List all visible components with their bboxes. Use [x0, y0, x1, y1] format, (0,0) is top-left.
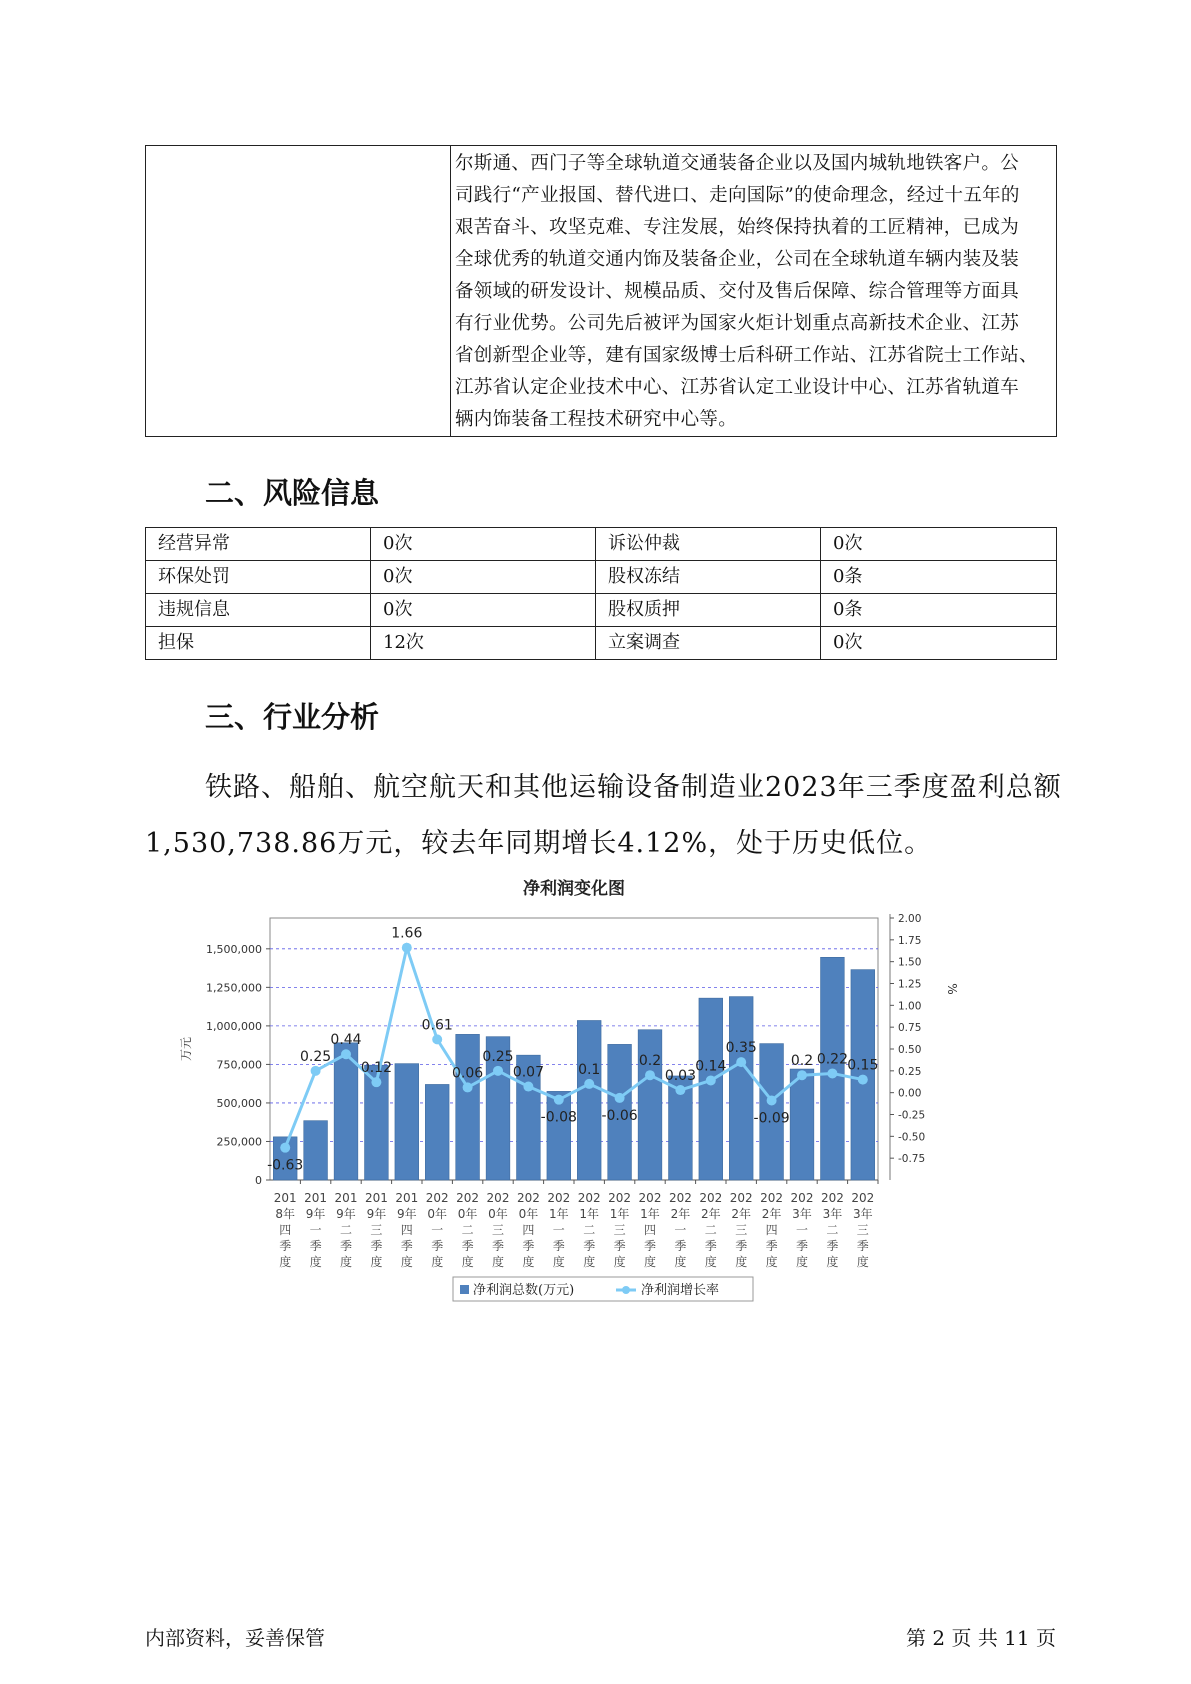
x-tick-label: 0年	[518, 1207, 539, 1221]
x-tick-label: 度	[613, 1255, 626, 1269]
intro-text	[451, 146, 1056, 436]
risk-value: 12次	[371, 627, 596, 660]
x-tick-label: 季	[339, 1239, 353, 1253]
x-tick-label: 度	[795, 1255, 809, 1269]
x-tick-label: 三	[613, 1223, 626, 1237]
x-tick-label: 一	[795, 1223, 809, 1237]
risk-label: 立案调查	[596, 627, 821, 660]
intro-line: 备领域的研发设计、规模品质、交付及售后保障、综合管理等方面具	[455, 281, 1020, 302]
x-tick-label: 三	[370, 1223, 383, 1237]
risk-info-table	[145, 527, 1057, 660]
legend-bar-label: 净利润总数(万元)	[473, 1283, 575, 1298]
risk-value: 0次	[371, 594, 596, 627]
x-tick-label: 202	[547, 1191, 571, 1205]
growth-rate-label: 0.35	[725, 1040, 757, 1057]
growth-rate-point	[645, 1070, 655, 1080]
y-tick-label: 0	[255, 1174, 262, 1187]
y2-tick-label: -0.50	[898, 1131, 926, 1144]
y-tick-label: 500,000	[216, 1096, 262, 1110]
x-tick-label: 二	[461, 1223, 474, 1237]
x-tick-label: 202	[608, 1191, 632, 1205]
x-tick-label: 202	[729, 1191, 753, 1205]
x-tick-label: 2年	[761, 1207, 782, 1221]
analysis-line: 铁路、船舶、航空航天和其他运输设备制造业2023年三季度盈利总额	[205, 772, 1062, 803]
x-tick-label: 三	[491, 1223, 505, 1237]
y2-tick-label: 1.50	[898, 956, 922, 969]
legend-line-marker	[622, 1286, 630, 1294]
intro-line: 艰苦奋斗、攻坚克难、专注发展，始终保持执着的工匠精神，已成为	[455, 217, 1020, 238]
growth-rate-point	[341, 1049, 351, 1059]
risk-label: 环保处罚	[146, 561, 371, 594]
y-tick-label: 1,000,000	[206, 1019, 262, 1033]
growth-rate-label: 0.2	[790, 1053, 814, 1070]
growth-rate-label: 0.25	[482, 1048, 514, 1065]
growth-rate-label: 0.07	[512, 1064, 544, 1081]
x-tick-label: 季	[735, 1239, 748, 1253]
x-tick-label: 度	[461, 1255, 474, 1269]
risk-label: 担保	[146, 627, 371, 660]
growth-rate-point	[463, 1082, 473, 1092]
x-tick-label: 季	[309, 1239, 322, 1253]
y2-tick-label: -0.75	[898, 1153, 926, 1166]
risk-label: 股权冻结	[596, 561, 821, 594]
risk-value: 0次	[371, 561, 596, 594]
section-title-risk: 二、风险信息	[205, 476, 380, 510]
x-tick-label: 四	[522, 1223, 535, 1237]
x-tick-label: 201	[273, 1191, 297, 1205]
x-tick-label: 9年	[305, 1207, 326, 1221]
x-tick-label: 四	[400, 1223, 413, 1237]
x-tick-label: 季	[491, 1239, 505, 1253]
x-tick-label: 3年	[852, 1207, 873, 1221]
x-tick-label: 度	[491, 1255, 505, 1269]
x-tick-label: 201	[364, 1191, 388, 1205]
y2-tick-label: 0.25	[898, 1065, 922, 1078]
x-tick-label: 201	[334, 1191, 358, 1205]
chart-svg	[175, 870, 959, 1330]
x-tick-label: 202	[577, 1191, 601, 1205]
x-tick-label: 季	[552, 1239, 565, 1253]
growth-rate-point	[858, 1075, 868, 1085]
risk-value: 0次	[821, 528, 1057, 561]
x-tick-label: 二	[339, 1223, 353, 1237]
growth-rate-label: 0.22	[816, 1051, 848, 1068]
x-tick-label: 三	[856, 1223, 869, 1237]
x-tick-label: 202	[486, 1191, 510, 1205]
risk-label: 经营异常	[146, 528, 371, 561]
x-tick-label: 季	[522, 1239, 535, 1253]
x-tick-label: 度	[279, 1255, 292, 1269]
growth-rate-point	[706, 1075, 716, 1085]
x-tick-label: 202	[820, 1191, 844, 1205]
x-tick-label: 一	[674, 1223, 687, 1237]
intro-line: 尔斯通、西门子等全球轨道交通装备企业以及国内城轨地铁客户。公	[455, 153, 1020, 174]
bar	[577, 1020, 601, 1180]
bar	[729, 997, 753, 1180]
y2-tick-label: 0.00	[898, 1087, 922, 1100]
y-tick-label: 1,500,000	[206, 942, 262, 956]
bar	[395, 1064, 419, 1180]
x-tick-label: 季	[704, 1239, 717, 1253]
y-tick-label: 750,000	[216, 1058, 262, 1072]
x-tick-label: 一	[431, 1223, 444, 1237]
growth-rate-point	[371, 1077, 381, 1087]
x-tick-label: 度	[643, 1255, 657, 1269]
intro-label-cell	[146, 146, 451, 437]
x-tick-label: 202	[851, 1191, 875, 1205]
legend-bar-swatch	[460, 1285, 469, 1294]
growth-rate-point	[402, 943, 412, 953]
y-tick-label: 1,250,000	[206, 981, 262, 995]
x-tick-label: 9年	[336, 1207, 356, 1221]
risk-value: 0条	[821, 594, 1057, 627]
x-tick-label: 2年	[700, 1207, 721, 1221]
bar	[456, 1034, 480, 1180]
x-tick-label: 三	[735, 1223, 748, 1237]
risk-label: 诉讼仲裁	[596, 528, 821, 561]
table-row	[146, 528, 1057, 561]
bar	[425, 1084, 449, 1180]
y2-tick-label: 0.50	[898, 1044, 922, 1056]
x-tick-label: 二	[704, 1223, 717, 1237]
risk-label: 违规信息	[146, 594, 371, 627]
company-intro-table	[145, 145, 1057, 437]
x-tick-label: 季	[461, 1239, 474, 1253]
x-tick-label: 四	[765, 1223, 778, 1237]
growth-rate-label: -0.09	[753, 1110, 790, 1127]
x-tick-label: 2年	[670, 1207, 691, 1221]
x-tick-label: 季	[400, 1239, 413, 1253]
growth-rate-label: 0.25	[300, 1048, 332, 1065]
growth-rate-label: 0.12	[360, 1060, 392, 1077]
section-title-industry: 三、行业分析	[205, 700, 380, 734]
x-tick-label: 二	[826, 1223, 839, 1237]
x-tick-label: 1年	[548, 1207, 569, 1221]
growth-rate-point	[432, 1034, 442, 1044]
x-tick-label: 8年	[275, 1207, 296, 1221]
chart-title: 净利润变化图	[523, 879, 625, 899]
table-row	[146, 627, 1057, 660]
industry-analysis-paragraph	[145, 760, 1062, 872]
risk-label: 股权质押	[596, 594, 821, 627]
x-tick-label: 四	[643, 1223, 657, 1237]
y2-tick-label: 0.75	[898, 1022, 922, 1035]
x-tick-label: 季	[643, 1239, 657, 1253]
risk-value: 0条	[821, 561, 1057, 594]
x-tick-label: 202	[638, 1191, 662, 1205]
x-tick-label: 季	[826, 1239, 839, 1253]
growth-rate-label: 0.1	[578, 1061, 601, 1078]
intro-line: 全球优秀的轨道交通内饰及装备企业，公司在全球轨道车辆内装及装	[455, 249, 1020, 270]
legend-line-label: 净利润增长率	[641, 1283, 720, 1298]
x-tick-label: 202	[668, 1191, 692, 1205]
footer-page-number: 第 2 页 共 11 页	[906, 1626, 1056, 1650]
growth-rate-label: 0.44	[330, 1032, 362, 1049]
x-tick-label: 季	[856, 1239, 869, 1253]
growth-rate-label: -0.63	[267, 1157, 304, 1174]
x-tick-label: 3年	[822, 1207, 843, 1221]
y2-tick-label: 1.25	[898, 978, 922, 991]
growth-rate-label: 0.06	[452, 1065, 484, 1082]
x-tick-label: 一	[309, 1223, 322, 1237]
growth-rate-point	[736, 1057, 746, 1067]
y2-tick-label: 2.00	[898, 913, 922, 925]
x-tick-label: 202	[790, 1191, 814, 1205]
risk-value: 0次	[821, 627, 1057, 660]
x-tick-label: 度	[856, 1255, 869, 1269]
y-axis-label: 万元	[179, 1036, 193, 1062]
x-tick-label: 度	[583, 1255, 596, 1269]
x-tick-label: 度	[704, 1255, 717, 1269]
growth-rate-label: 1.66	[391, 925, 423, 942]
x-tick-label: 3年	[792, 1207, 812, 1221]
y2-tick-label: 1.00	[898, 1000, 922, 1013]
x-tick-label: 0年	[457, 1207, 478, 1221]
x-tick-label: 四	[279, 1223, 292, 1237]
y2-tick-label: 1.75	[898, 934, 922, 947]
y2-axis-label: %	[945, 983, 959, 995]
growth-rate-label: 0.2	[638, 1053, 662, 1070]
x-tick-label: 度	[370, 1255, 383, 1269]
x-tick-label: 1年	[640, 1207, 660, 1221]
x-tick-label: 季	[613, 1239, 626, 1253]
x-tick-label: 202	[456, 1191, 480, 1205]
risk-value: 0次	[371, 528, 596, 561]
growth-rate-label: 0.03	[664, 1068, 696, 1085]
analysis-line: 1,530,738.86万元，较去年同期增长4.12%，处于历史低位。	[145, 828, 933, 859]
x-tick-label: 季	[370, 1239, 383, 1253]
x-tick-label: 季	[279, 1239, 292, 1253]
y2-tick-label: -0.25	[898, 1109, 926, 1122]
x-tick-label: 9年	[396, 1207, 417, 1221]
growth-rate-point	[554, 1095, 564, 1105]
bar	[547, 1091, 571, 1180]
x-tick-label: 季	[431, 1239, 444, 1253]
x-tick-label: 1年	[609, 1207, 630, 1221]
growth-rate-point	[584, 1079, 594, 1089]
growth-rate-label: -0.08	[540, 1109, 577, 1126]
x-tick-label: 202	[425, 1191, 449, 1205]
intro-line: 省创新型企业等，建有国家级博士后科研工作站、江苏省院士工作站、	[455, 345, 1038, 366]
x-tick-label: 201	[304, 1191, 328, 1205]
x-tick-label: 季	[674, 1239, 687, 1253]
bar	[790, 1069, 814, 1180]
x-tick-label: 202	[516, 1191, 540, 1205]
x-tick-label: 度	[765, 1255, 778, 1269]
intro-line: 辆内饰装备工程技术研究中心等。	[455, 409, 738, 430]
x-tick-label: 季	[583, 1239, 596, 1253]
growth-rate-point	[311, 1066, 321, 1076]
x-tick-label: 二	[583, 1223, 596, 1237]
y-tick-label: 250,000	[216, 1135, 262, 1149]
x-tick-label: 201	[395, 1191, 419, 1205]
growth-rate-point	[827, 1068, 837, 1078]
x-tick-label: 1年	[579, 1207, 600, 1221]
growth-rate-point	[767, 1096, 777, 1106]
growth-rate-point	[615, 1093, 625, 1103]
plot-area	[270, 918, 878, 1180]
growth-rate-label: -0.06	[601, 1107, 638, 1124]
x-tick-label: 度	[339, 1255, 353, 1269]
table-row	[146, 594, 1057, 627]
growth-rate-point	[523, 1082, 533, 1092]
footer-confidential: 内部资料，妥善保管	[145, 1626, 325, 1650]
bar	[304, 1121, 328, 1180]
x-tick-label: 2年	[731, 1207, 752, 1221]
x-tick-label: 一	[552, 1223, 565, 1237]
x-tick-label: 季	[765, 1239, 778, 1253]
x-tick-label: 度	[826, 1255, 839, 1269]
x-tick-label: 度	[431, 1255, 444, 1269]
intro-line: 江苏省认定企业技术中心、江苏省认定工业设计中心、江苏省轨道车	[455, 377, 1020, 398]
growth-rate-label: 0.15	[847, 1057, 879, 1074]
growth-rate-point	[493, 1066, 503, 1076]
intro-text-cell	[451, 146, 1057, 437]
x-tick-label: 0年	[488, 1207, 508, 1221]
x-tick-label: 度	[552, 1255, 565, 1269]
growth-rate-label: 0.61	[421, 1017, 453, 1034]
net-profit-chart	[175, 870, 959, 1330]
x-tick-label: 度	[309, 1255, 322, 1269]
growth-rate-point	[280, 1143, 290, 1153]
growth-rate-point	[675, 1085, 685, 1095]
table-row	[146, 561, 1057, 594]
x-tick-label: 度	[400, 1255, 413, 1269]
growth-rate-point	[797, 1070, 807, 1080]
intro-line: 有行业优势。公司先后被评为国家火炬计划重点高新技术企业、江苏	[455, 313, 1020, 334]
x-tick-label: 9年	[366, 1207, 387, 1221]
x-tick-label: 0年	[427, 1207, 448, 1221]
intro-line: 司践行“产业报国、替代进口、走向国际”的使命理念，经过十五年的	[455, 185, 1020, 206]
x-tick-label: 度	[522, 1255, 535, 1269]
growth-rate-label: 0.14	[695, 1058, 727, 1075]
x-tick-label: 度	[674, 1255, 687, 1269]
x-tick-label: 季	[795, 1239, 809, 1253]
x-tick-label: 202	[760, 1191, 784, 1205]
x-tick-label: 度	[735, 1255, 748, 1269]
bar	[699, 998, 723, 1180]
x-tick-label: 202	[699, 1191, 723, 1205]
